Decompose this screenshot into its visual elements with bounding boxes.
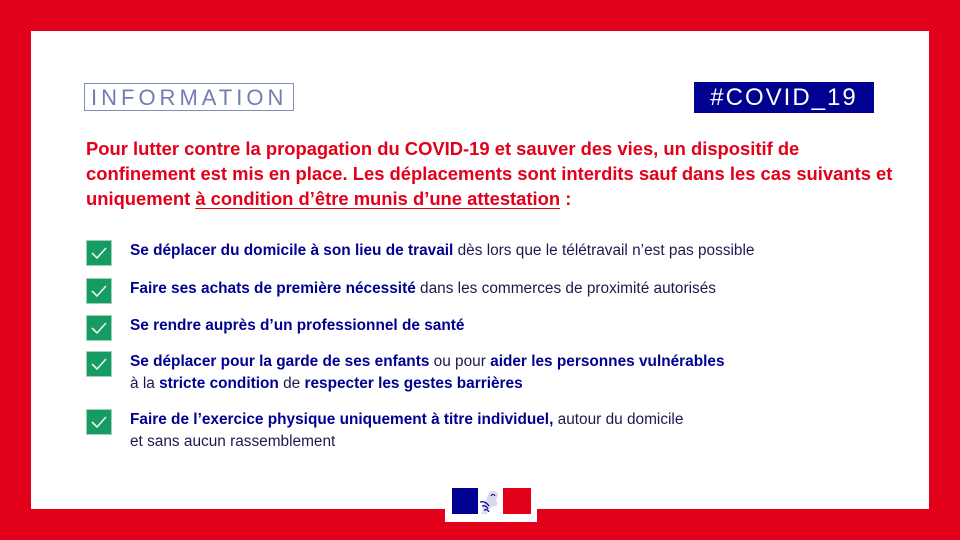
list-item-text — [130, 240, 754, 262]
intro-underlined-text: à condition d’être munis d’une attestation — [195, 188, 561, 209]
list-item — [86, 240, 754, 266]
intro-colon: : — [560, 188, 572, 209]
flag-red-band — [503, 488, 531, 514]
check-icon — [86, 409, 112, 435]
list-item-text — [130, 409, 683, 453]
item-bold-text: Se rendre auprès d’un professionnel de santé — [130, 317, 465, 334]
item-bold-text: Se déplacer pour la garde de ses enfants — [130, 353, 430, 370]
item-bold-text: respecter les gestes barrières — [304, 375, 523, 392]
marianne-flag-icon — [445, 482, 537, 522]
item-bold-text: Faire ses achats de première nécessité — [130, 280, 416, 297]
check-icon — [86, 240, 112, 266]
item-bold-text: Faire de l’exercice physique uniquement à titre individuel, — [130, 411, 554, 428]
marianne-profile-icon — [478, 488, 503, 514]
content-panel — [31, 31, 929, 509]
item-bold-text: Se déplacer du domicile à son lieu de travail — [130, 242, 454, 259]
item-text: dans les commerces de proximité autorisés — [415, 280, 716, 297]
list-item — [86, 409, 683, 453]
item-bold-text: aider les personnes vulnérables — [490, 353, 725, 370]
list-item — [86, 351, 725, 395]
item-bold-text: stricte condition — [159, 375, 279, 392]
covid-hashtag-badge: #COVID_19 — [694, 82, 874, 113]
list-item — [86, 278, 716, 304]
intro-paragraph — [86, 136, 906, 211]
item-text: de — [278, 375, 305, 392]
flag-blue-band — [452, 488, 478, 514]
item-text: et sans aucun rassemblement — [130, 433, 336, 450]
information-label: INFORMATION — [84, 83, 294, 111]
list-item-text — [130, 278, 716, 300]
item-text: dès lors que le télétravail n’est pas possible — [453, 242, 755, 259]
item-text: ou pour — [429, 353, 491, 370]
list-item-text — [130, 351, 725, 395]
list-item — [86, 315, 464, 341]
item-text: autour du domicile — [553, 411, 684, 428]
check-icon — [86, 315, 112, 341]
check-icon — [86, 278, 112, 304]
item-text: à la — [130, 375, 160, 392]
check-icon — [86, 351, 112, 377]
intro-text: Pour lutter contre la propagation du COVID-19 et sauver des vies, un dispositif de confinement est mis en place. Les déplacements sont interdits sauf dans les cas suivants et uniquement — [86, 138, 893, 209]
list-item-text — [130, 315, 464, 337]
